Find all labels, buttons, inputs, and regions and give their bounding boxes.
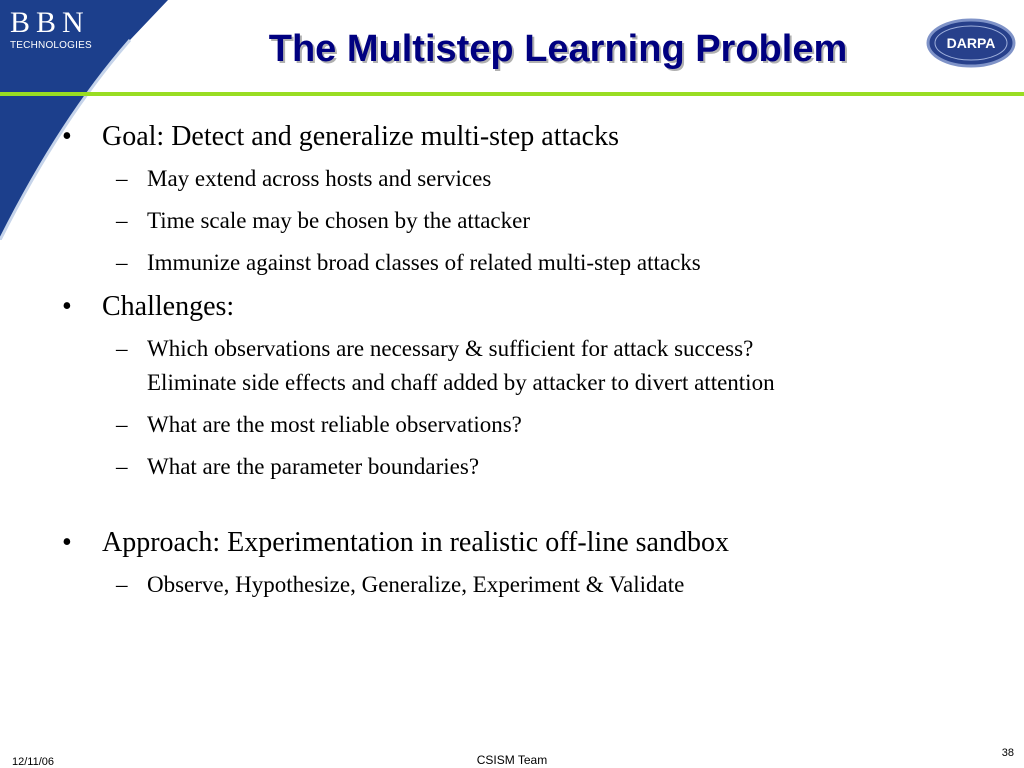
darpa-logo [926, 18, 1016, 68]
sub-bullet [62, 408, 1012, 442]
bullet-text: Approach: Experimentation in realistic off-line sandbox [102, 527, 729, 558]
dash-icon: – [116, 454, 128, 479]
darpa-logo-text: DARPA [946, 35, 996, 51]
bullet-text: Challenges: [102, 291, 235, 322]
dash-icon: – [116, 250, 128, 275]
bbn-logo-letters: BBN [10, 6, 90, 39]
sub-bullet [62, 332, 1012, 366]
sub-bullet-text: May extend across hosts and services [147, 166, 492, 191]
dash-icon: – [116, 208, 128, 233]
sub-bullet-text: What are the parameter boundaries? [147, 454, 480, 479]
bullet-text: Goal: Detect and generalize multi-step attacks [102, 121, 620, 152]
bullet-approach [62, 524, 1012, 562]
bullet-icon: • [62, 291, 72, 322]
footer-team: CSISM Team [476, 753, 548, 767]
dash-icon: – [116, 166, 128, 191]
dash-icon: – [116, 572, 128, 597]
title-divider [0, 92, 1024, 96]
sub-bullet-text: Eliminate side effects and chaff added by attacker to divert attention [147, 370, 775, 395]
bullet-icon: • [62, 527, 72, 558]
bullet-challenges [62, 288, 1012, 326]
footer-page-number: 38 [1001, 747, 1014, 759]
bbn-logo-subtitle: TECHNOLOGIES [10, 40, 92, 51]
sub-bullet-text: What are the most reliable observations? [147, 412, 522, 437]
dash-icon: – [116, 336, 128, 361]
slide-title: The Multistep Learning Problem [268, 28, 848, 70]
sub-bullet-text: Immunize against broad classes of related multi-step attacks [147, 250, 701, 275]
sub-bullet [62, 450, 1012, 484]
sub-bullet-text: Time scale may be chosen by the attacker [147, 208, 530, 233]
footer-date: 12/11/06 [12, 756, 55, 768]
bullet-goal [62, 118, 1012, 156]
sub-bullet [62, 568, 1012, 602]
slide-body [62, 118, 1012, 602]
bullet-icon: • [62, 121, 72, 152]
sub-bullet-text: Observe, Hypothesize, Generalize, Experiment & Validate [147, 572, 685, 597]
sub-bullet [62, 162, 1012, 196]
sub-bullet [62, 204, 1012, 238]
sub-bullet-text: Which observations are necessary & sufficient for attack success? [147, 336, 754, 361]
sub-bullet-continuation [62, 366, 1012, 400]
sub-bullet [62, 246, 1012, 280]
dash-icon: – [116, 412, 128, 437]
